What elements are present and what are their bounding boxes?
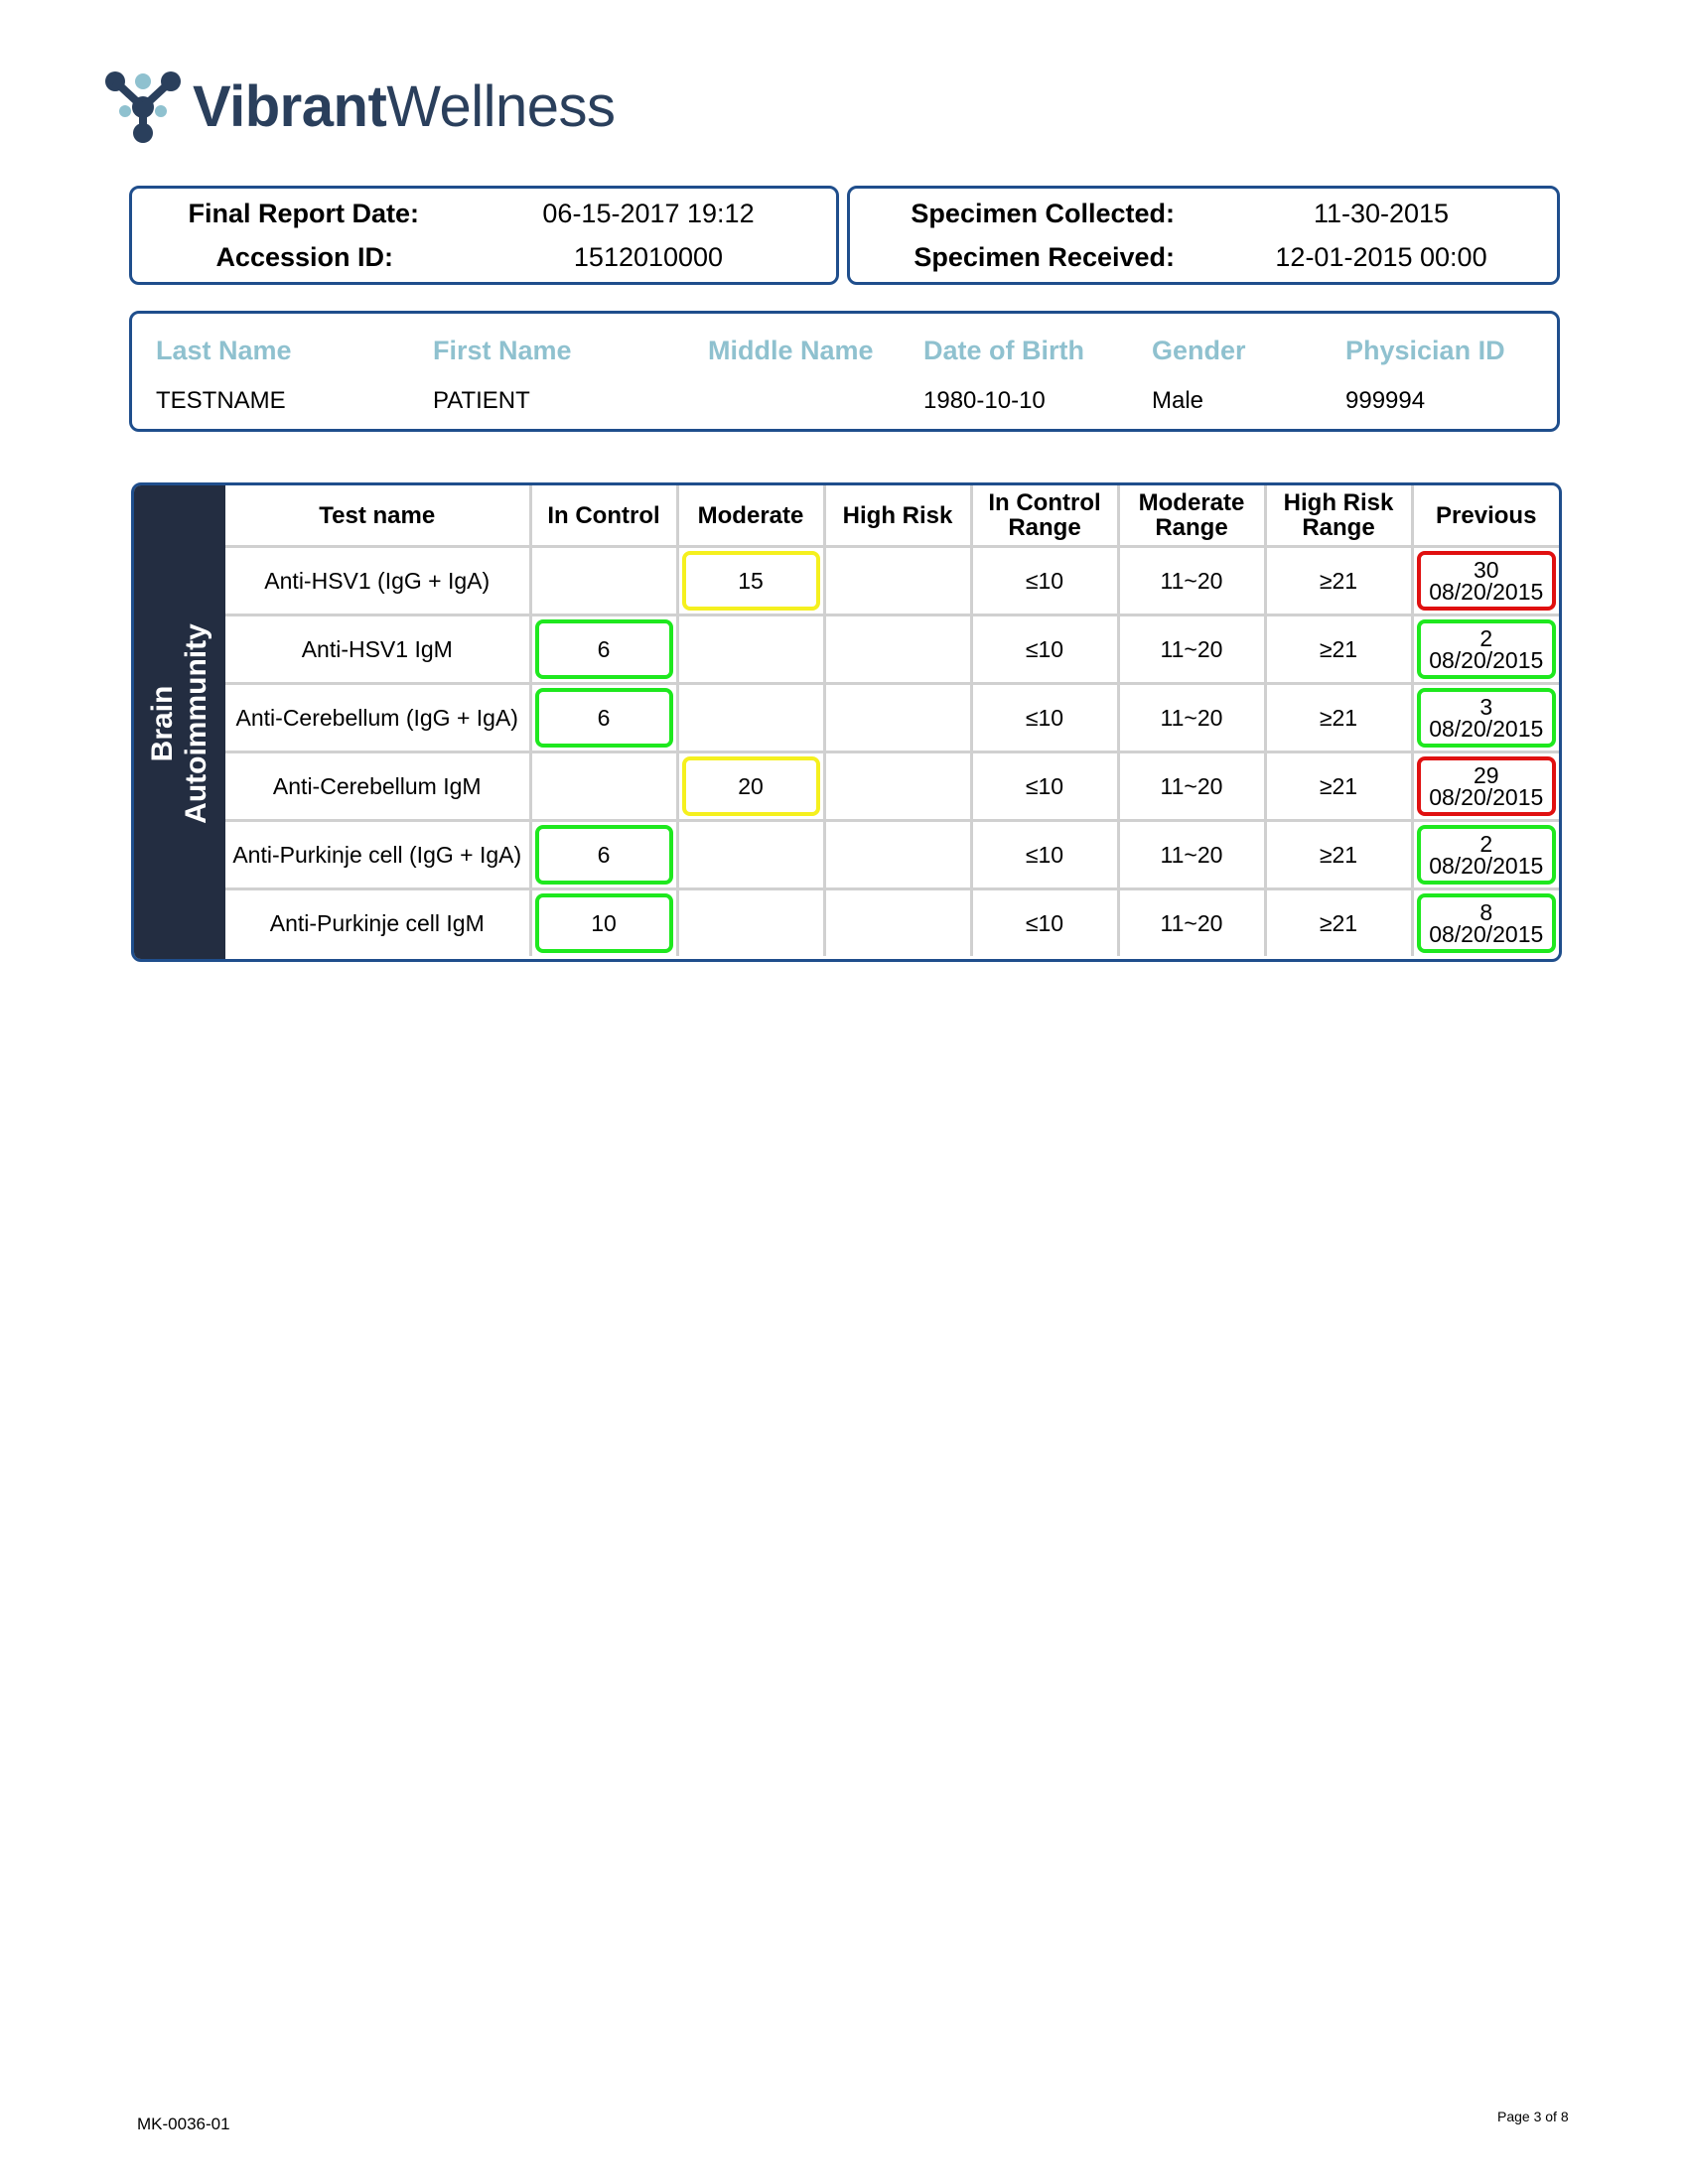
previous-date: 08/20/2015 bbox=[1429, 853, 1544, 879]
last-name-value: TESTNAME bbox=[156, 387, 286, 414]
moderate-cell bbox=[677, 752, 824, 821]
moderate-range-cell: 11~20 bbox=[1118, 684, 1265, 752]
results-panel bbox=[131, 482, 1562, 962]
gender-value: Male bbox=[1152, 387, 1204, 414]
moderate-range-cell: 11~20 bbox=[1118, 615, 1265, 684]
previous-result-badge bbox=[1417, 893, 1557, 953]
document-code: MK-0036-01 bbox=[137, 2115, 230, 2133]
table-row bbox=[225, 547, 1559, 615]
table-row bbox=[225, 821, 1559, 889]
table-row bbox=[225, 615, 1559, 684]
in-control-cell bbox=[530, 889, 677, 957]
high-risk-range-cell: ≥21 bbox=[1265, 547, 1412, 615]
high-risk-cell bbox=[824, 684, 971, 752]
in-control-cell bbox=[530, 615, 677, 684]
previous-value: 3 bbox=[1479, 694, 1493, 720]
result-value-badge: 6 bbox=[535, 825, 673, 885]
previous-date: 08/20/2015 bbox=[1429, 647, 1544, 673]
result-value-badge: 6 bbox=[535, 619, 673, 679]
previous-cell bbox=[1412, 752, 1559, 821]
test-name-cell: Anti-Purkinje cell (IgG + IgA) bbox=[225, 821, 530, 889]
specimen-collected-label: Specimen Collected: bbox=[911, 199, 1175, 228]
in-control-cell bbox=[530, 547, 677, 615]
previous-date: 08/20/2015 bbox=[1429, 716, 1544, 742]
section-title: Brain Autoimmunity bbox=[146, 623, 212, 824]
final-report-date-value: 06-15-2017 19:12 bbox=[542, 199, 755, 228]
col-moderate-range: Moderate Range bbox=[1118, 485, 1265, 547]
previous-value: 8 bbox=[1479, 899, 1493, 925]
test-name-cell: Anti-Cerebellum (IgG + IgA) bbox=[225, 684, 530, 752]
dob-header: Date of Birth bbox=[923, 336, 1084, 365]
moderate-range-cell: 11~20 bbox=[1118, 889, 1265, 957]
test-name-cell: Anti-Purkinje cell IgM bbox=[225, 889, 530, 957]
accession-id-label: Accession ID: bbox=[215, 242, 393, 272]
first-name-header: First Name bbox=[433, 336, 572, 365]
col-previous: Previous bbox=[1412, 485, 1559, 547]
in-control-range-cell: ≤10 bbox=[971, 889, 1118, 957]
result-value-badge: 20 bbox=[682, 756, 820, 816]
high-risk-cell bbox=[824, 752, 971, 821]
patient-info-box bbox=[129, 311, 1560, 432]
report-info-box bbox=[129, 186, 839, 285]
in-control-cell bbox=[530, 821, 677, 889]
molecule-logo-icon bbox=[103, 69, 183, 145]
previous-result-badge bbox=[1417, 619, 1557, 679]
col-high-risk: High Risk bbox=[824, 485, 971, 547]
previous-cell bbox=[1412, 684, 1559, 752]
moderate-cell bbox=[677, 684, 824, 752]
previous-value: 30 bbox=[1473, 557, 1499, 583]
previous-cell bbox=[1412, 615, 1559, 684]
brand-logo bbox=[103, 69, 616, 145]
high-risk-cell bbox=[824, 889, 971, 957]
last-name-header: Last Name bbox=[156, 336, 292, 365]
moderate-range-cell: 11~20 bbox=[1118, 821, 1265, 889]
moderate-cell bbox=[677, 821, 824, 889]
moderate-range-cell: 11~20 bbox=[1118, 547, 1265, 615]
accession-id-value: 1512010000 bbox=[573, 242, 724, 272]
high-risk-range-cell: ≥21 bbox=[1265, 889, 1412, 957]
table-row bbox=[225, 889, 1559, 957]
page-number: Page 3 of 8 bbox=[1497, 2109, 1569, 2124]
physician-id-header: Physician ID bbox=[1345, 336, 1505, 365]
specimen-info-box bbox=[847, 186, 1560, 285]
in-control-cell bbox=[530, 684, 677, 752]
section-sidebar bbox=[134, 485, 225, 959]
in-control-range-cell: ≤10 bbox=[971, 615, 1118, 684]
previous-result-badge bbox=[1417, 756, 1557, 816]
previous-cell bbox=[1412, 889, 1559, 957]
moderate-range-cell: 11~20 bbox=[1118, 752, 1265, 821]
previous-result-badge bbox=[1417, 551, 1557, 611]
col-moderate: Moderate bbox=[677, 485, 824, 547]
previous-date: 08/20/2015 bbox=[1429, 921, 1544, 947]
physician-id-value: 999994 bbox=[1345, 387, 1426, 414]
brand-name: VibrantWellness bbox=[193, 74, 616, 139]
high-risk-range-cell: ≥21 bbox=[1265, 821, 1412, 889]
table-header-row bbox=[225, 485, 1559, 547]
first-name-value: PATIENT bbox=[433, 387, 530, 414]
moderate-cell bbox=[677, 615, 824, 684]
high-risk-range-cell: ≥21 bbox=[1265, 752, 1412, 821]
specimen-received-value: 12-01-2015 00:00 bbox=[1275, 242, 1487, 272]
col-high-risk-range: High Risk Range bbox=[1265, 485, 1412, 547]
high-risk-cell bbox=[824, 615, 971, 684]
col-test-name: Test name bbox=[225, 485, 530, 547]
col-in-control: In Control bbox=[530, 485, 677, 547]
previous-date: 08/20/2015 bbox=[1429, 579, 1544, 605]
result-value-badge: 15 bbox=[682, 551, 820, 611]
table-row bbox=[225, 752, 1559, 821]
specimen-collected-value: 11-30-2015 bbox=[1313, 199, 1450, 228]
previous-cell bbox=[1412, 547, 1559, 615]
in-control-range-cell: ≤10 bbox=[971, 821, 1118, 889]
high-risk-cell bbox=[824, 547, 971, 615]
table-row bbox=[225, 684, 1559, 752]
test-name-cell: Anti-Cerebellum IgM bbox=[225, 752, 530, 821]
high-risk-cell bbox=[824, 821, 971, 889]
results-table bbox=[225, 485, 1559, 956]
previous-result-badge bbox=[1417, 825, 1557, 885]
in-control-range-cell: ≤10 bbox=[971, 547, 1118, 615]
in-control-range-cell: ≤10 bbox=[971, 752, 1118, 821]
col-in-control-range: In Control Range bbox=[971, 485, 1118, 547]
dob-value: 1980-10-10 bbox=[923, 387, 1046, 414]
moderate-cell bbox=[677, 547, 824, 615]
in-control-range-cell: ≤10 bbox=[971, 684, 1118, 752]
middle-name-header: Middle Name bbox=[708, 336, 874, 365]
previous-value: 2 bbox=[1479, 625, 1493, 651]
test-name-cell: Anti-HSV1 IgM bbox=[225, 615, 530, 684]
high-risk-range-cell: ≥21 bbox=[1265, 615, 1412, 684]
previous-result-badge bbox=[1417, 688, 1557, 748]
specimen-received-label: Specimen Received: bbox=[914, 242, 1175, 272]
moderate-cell bbox=[677, 889, 824, 957]
previous-value: 29 bbox=[1473, 762, 1499, 788]
previous-value: 2 bbox=[1479, 831, 1493, 857]
final-report-date-label: Final Report Date: bbox=[188, 199, 419, 228]
gender-header: Gender bbox=[1152, 336, 1246, 365]
test-name-cell: Anti-HSV1 (IgG + IgA) bbox=[225, 547, 530, 615]
high-risk-range-cell: ≥21 bbox=[1265, 684, 1412, 752]
previous-cell bbox=[1412, 821, 1559, 889]
in-control-cell bbox=[530, 752, 677, 821]
result-value-badge: 6 bbox=[535, 688, 673, 748]
result-value-badge: 10 bbox=[535, 893, 673, 953]
previous-date: 08/20/2015 bbox=[1429, 784, 1544, 810]
